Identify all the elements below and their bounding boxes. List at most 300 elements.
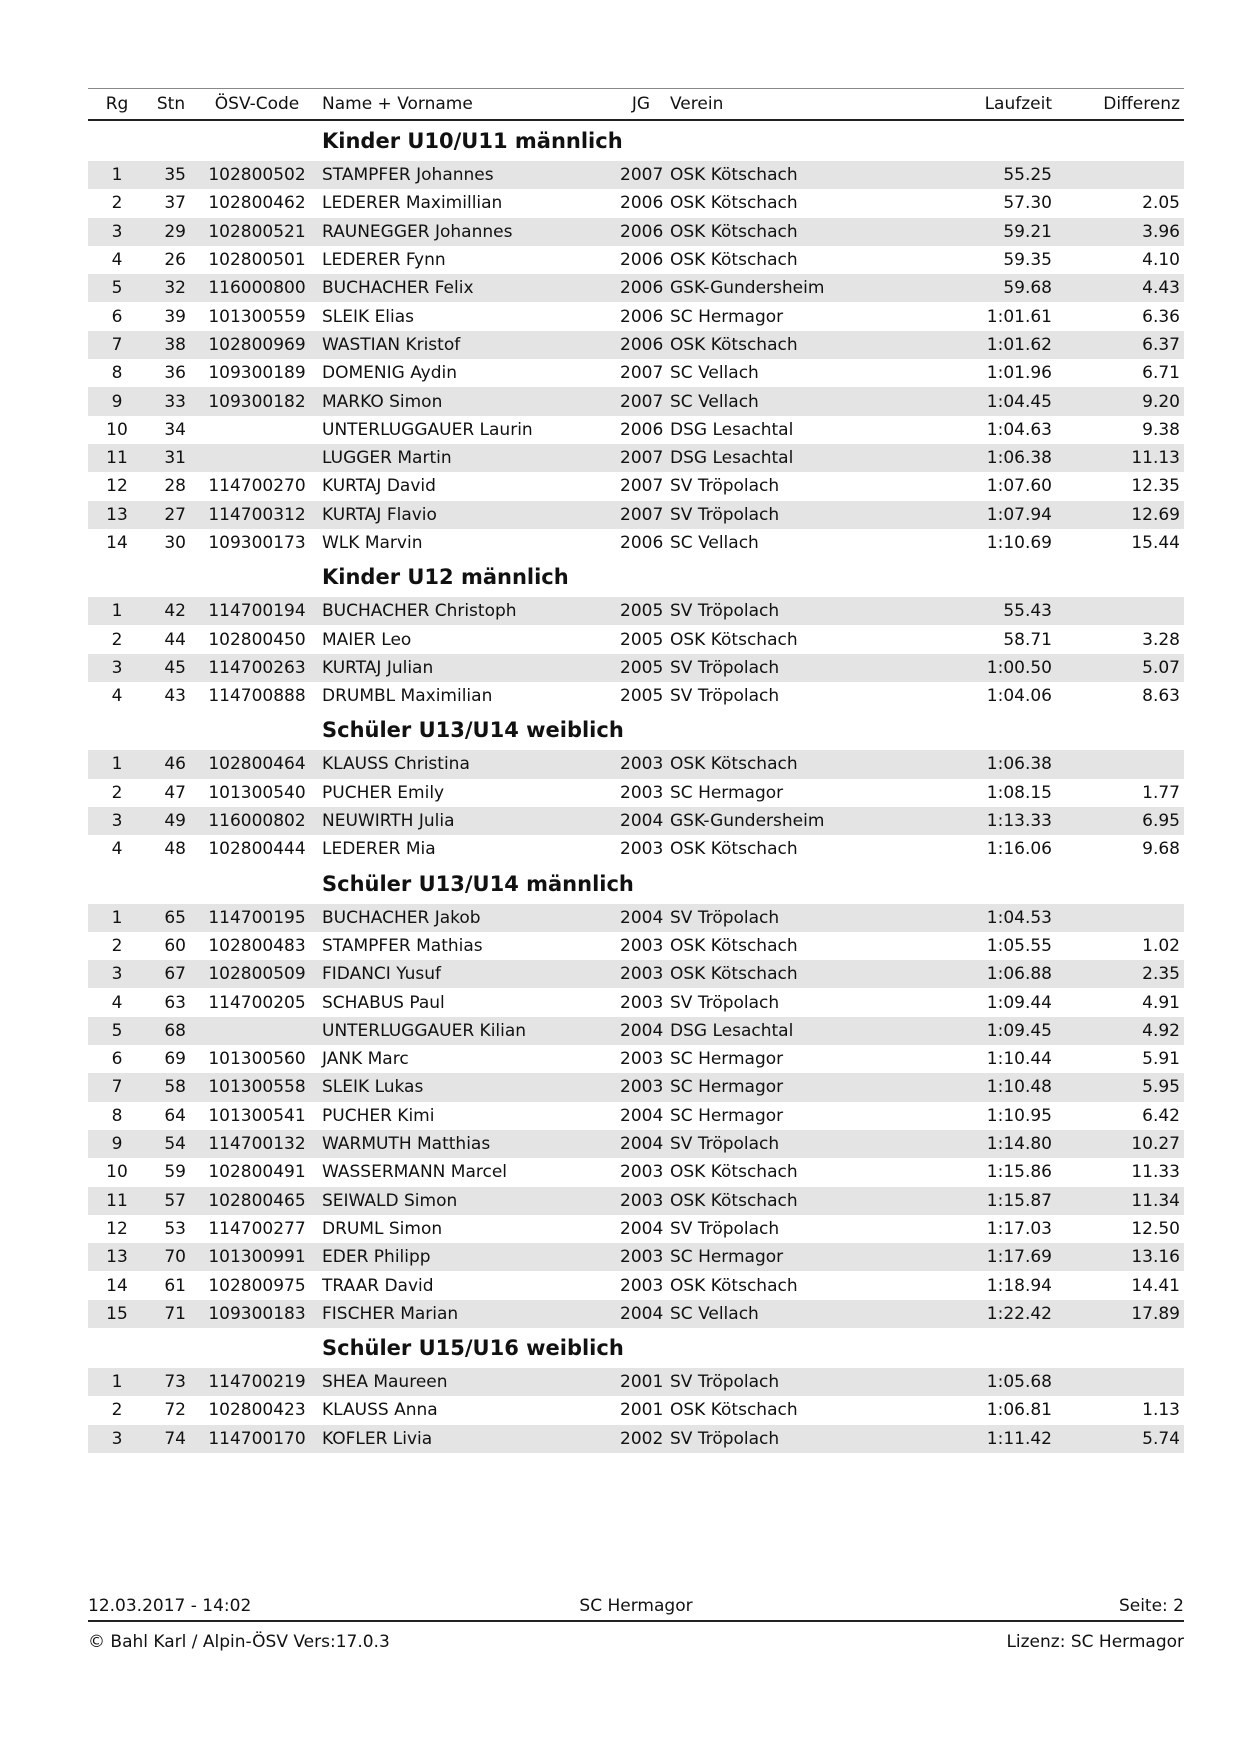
table-row	[88, 904, 1184, 932]
time-difference: 2.05	[1142, 193, 1180, 214]
rank: 4	[111, 839, 123, 860]
start-number: 29	[146, 218, 196, 246]
osv-code: 102800501	[208, 250, 306, 271]
time-difference	[1056, 1368, 1184, 1396]
section-title: Schüler U13/U14 weiblich	[322, 718, 624, 743]
birth-year: 2006	[616, 274, 666, 302]
club: SC Vellach	[666, 1300, 896, 1328]
run-time: 1:15.86	[986, 1162, 1052, 1183]
rank: 13	[88, 501, 146, 529]
birth-year: 2007	[616, 501, 666, 529]
rank: 2	[111, 935, 123, 956]
table-row	[88, 501, 1184, 529]
table-row	[88, 1073, 1184, 1101]
table-header	[88, 89, 1184, 121]
athlete-name: STAMPFER Johannes	[318, 161, 616, 189]
section-title: Kinder U10/U11 männlich	[322, 129, 623, 153]
club: OSK Kötschach	[670, 935, 798, 956]
table-row	[88, 1215, 1184, 1243]
run-time: 1:00.50	[896, 654, 1056, 682]
start-number: 43	[164, 686, 186, 707]
table-row	[88, 218, 1184, 246]
time-difference: 6.42	[1142, 1105, 1180, 1126]
athlete-name: MARKO Simon	[318, 387, 616, 415]
col-header-laufzeit: Laufzeit	[896, 89, 1056, 121]
rank: 2	[111, 1400, 123, 1421]
osv-code: 102800483	[208, 935, 306, 956]
osv-code: 114700270	[208, 476, 306, 497]
table-row	[88, 932, 1184, 960]
start-number: 64	[164, 1105, 186, 1126]
athlete-name: LEDERER Maximillian	[322, 193, 503, 214]
birth-year: 2004	[620, 1218, 664, 1239]
table-row	[88, 597, 1184, 625]
athlete-name: UNTERLUGGAUER Laurin	[322, 419, 533, 440]
table-row	[88, 1271, 1184, 1299]
rank: 1	[88, 904, 146, 932]
table-row	[88, 779, 1184, 807]
run-time: 1:10.69	[986, 533, 1052, 553]
run-time: 1:01.62	[896, 331, 1056, 359]
run-time: 1:17.03	[986, 1218, 1052, 1239]
run-time: 1:04.53	[896, 904, 1056, 932]
osv-code	[196, 416, 318, 444]
time-difference: 5.74	[1056, 1425, 1184, 1453]
time-difference: 6.36	[1142, 306, 1180, 327]
club: SC Hermagor	[666, 1073, 896, 1101]
run-time: 1:06.38	[896, 750, 1056, 778]
osv-code: 102800521	[196, 218, 318, 246]
athlete-name: KURTAJ David	[322, 476, 436, 497]
time-difference: 1.02	[1142, 935, 1180, 956]
table-row	[88, 1396, 1184, 1424]
osv-code: 114700194	[196, 597, 318, 625]
rank: 5	[88, 1017, 146, 1045]
club: OSK Kötschach	[670, 1400, 798, 1421]
birth-year: 2001	[616, 1368, 666, 1396]
birth-year: 2006	[616, 331, 666, 359]
club: OSK Kötschach	[666, 331, 896, 359]
run-time: 1:10.44	[986, 1049, 1052, 1070]
rank: 7	[88, 331, 146, 359]
athlete-name: MAIER Leo	[322, 629, 412, 650]
osv-code: 116000800	[196, 274, 318, 302]
run-time: 1:18.94	[986, 1275, 1052, 1296]
osv-code: 102800975	[208, 1275, 306, 1296]
club: SV Tröpolach	[666, 654, 896, 682]
start-number: 70	[146, 1243, 196, 1271]
run-time: 1:11.42	[896, 1425, 1056, 1453]
run-time: 59.68	[896, 274, 1056, 302]
start-number: 27	[146, 501, 196, 529]
rank: 2	[111, 193, 123, 214]
athlete-name: BUCHACHER Jakob	[318, 904, 616, 932]
rank: 12	[106, 1218, 128, 1239]
run-time: 1:04.63	[986, 419, 1052, 440]
table-row	[88, 416, 1184, 444]
athlete-name: SLEIK Elias	[322, 306, 415, 327]
run-time: 1:01.61	[986, 306, 1052, 327]
table-row	[88, 246, 1184, 274]
osv-code: 101300991	[196, 1243, 318, 1271]
osv-code: 114700263	[196, 654, 318, 682]
birth-year: 2007	[616, 161, 666, 189]
table-row	[88, 960, 1184, 988]
footer-datetime: 12.03.2017 - 14:02	[88, 1596, 252, 1616]
rank: 15	[88, 1300, 146, 1328]
col-header-osv-code: ÖSV-Code	[196, 89, 318, 121]
club: OSK Kötschach	[670, 250, 798, 271]
table-row	[88, 189, 1184, 217]
run-time: 1:06.81	[986, 1400, 1052, 1421]
col-header-stn: Stn	[146, 89, 196, 121]
results-table	[88, 88, 1184, 1453]
osv-code: 102800444	[208, 839, 306, 860]
athlete-name: DRUML Simon	[322, 1218, 443, 1239]
table-row	[88, 387, 1184, 415]
osv-code: 116000802	[196, 807, 318, 835]
start-number: 71	[146, 1300, 196, 1328]
time-difference: 5.95	[1056, 1073, 1184, 1101]
athlete-name: KLAUSS Christina	[318, 750, 616, 778]
run-time: 1:17.69	[896, 1243, 1056, 1271]
osv-code: 102800502	[196, 161, 318, 189]
time-difference: 5.91	[1142, 1049, 1180, 1070]
athlete-name: STAMPFER Mathias	[322, 935, 483, 956]
osv-code: 101300558	[196, 1073, 318, 1101]
athlete-name: RAUNEGGER Johannes	[318, 218, 616, 246]
section-heading-row	[88, 557, 1184, 597]
start-number: 74	[146, 1425, 196, 1453]
athlete-name: WLK Marvin	[322, 533, 423, 553]
birth-year: 2006	[620, 533, 664, 553]
run-time: 1:09.44	[986, 992, 1052, 1013]
time-difference: 4.43	[1056, 274, 1184, 302]
club: OSK Kötschach	[666, 960, 896, 988]
section-heading-row	[88, 1328, 1184, 1368]
run-time: 1:22.42	[896, 1300, 1056, 1328]
osv-code: 102800491	[208, 1162, 306, 1183]
birth-year: 2005	[620, 629, 664, 650]
athlete-name: UNTERLUGGAUER Kilian	[318, 1017, 616, 1045]
birth-year: 2003	[616, 750, 666, 778]
time-difference: 6.95	[1056, 807, 1184, 835]
start-number: 30	[164, 533, 186, 553]
rank: 12	[106, 476, 128, 497]
osv-code: 109300182	[196, 387, 318, 415]
rank: 13	[88, 1243, 146, 1271]
run-time: 1:15.87	[896, 1187, 1056, 1215]
time-difference: 12.69	[1056, 501, 1184, 529]
rank: 2	[111, 782, 123, 803]
table-row	[88, 274, 1184, 302]
rank: 6	[111, 306, 123, 327]
section-heading-row	[88, 864, 1184, 904]
footer-page-number: Seite: 2	[1118, 1596, 1184, 1616]
start-number: 31	[146, 444, 196, 472]
club: DSG Lesachtal	[666, 1017, 896, 1045]
footer-club: SC Hermagor	[579, 1596, 693, 1616]
club: SC Hermagor	[666, 1243, 896, 1271]
start-number: 38	[146, 331, 196, 359]
table-row	[88, 529, 1184, 557]
rank: 4	[111, 686, 123, 707]
run-time: 55.43	[896, 597, 1056, 625]
table-row	[88, 302, 1184, 330]
run-time: 1:04.06	[986, 686, 1052, 707]
club: SV Tröpolach	[666, 1368, 896, 1396]
rank: 11	[88, 1187, 146, 1215]
rank: 1	[88, 750, 146, 778]
birth-year: 2004	[616, 807, 666, 835]
birth-year: 2003	[620, 839, 664, 860]
run-time: 1:07.60	[986, 476, 1052, 497]
table-row	[88, 1017, 1184, 1045]
birth-year: 2003	[620, 782, 664, 803]
footer-license: Lizenz: SC Hermagor	[1006, 1632, 1184, 1652]
rank: 4	[111, 992, 123, 1013]
run-time: 1:10.48	[896, 1073, 1056, 1101]
birth-year: 2006	[620, 193, 664, 214]
table-row	[88, 654, 1184, 682]
start-number: 72	[164, 1400, 186, 1421]
birth-year: 2005	[620, 686, 664, 707]
osv-code: 114700170	[196, 1425, 318, 1453]
section-heading-row	[88, 710, 1184, 750]
club: OSK Kötschach	[670, 629, 798, 650]
club: SV Tröpolach	[666, 1130, 896, 1158]
club: SC Hermagor	[670, 1049, 784, 1070]
start-number: 53	[164, 1218, 186, 1239]
time-difference: 4.10	[1142, 250, 1180, 271]
osv-code: 114700195	[196, 904, 318, 932]
start-number: 61	[164, 1275, 186, 1296]
start-number: 48	[164, 839, 186, 860]
start-number: 65	[146, 904, 196, 932]
rank: 9	[88, 387, 146, 415]
start-number: 32	[146, 274, 196, 302]
time-difference: 10.27	[1056, 1130, 1184, 1158]
time-difference: 1.77	[1142, 782, 1180, 803]
birth-year: 2004	[616, 1300, 666, 1328]
start-number: 36	[164, 363, 186, 384]
rank: 3	[88, 1425, 146, 1453]
run-time: 1:05.55	[986, 935, 1052, 956]
osv-code: 109300173	[208, 533, 306, 553]
birth-year: 2003	[620, 935, 664, 956]
start-number: 37	[164, 193, 186, 214]
start-number: 57	[146, 1187, 196, 1215]
osv-code: 114700132	[196, 1130, 318, 1158]
birth-year: 2007	[616, 444, 666, 472]
table-row	[88, 835, 1184, 863]
club: GSK-Gundersheim	[666, 274, 896, 302]
osv-code: 114700888	[208, 686, 306, 707]
rank: 8	[111, 363, 123, 384]
section-spacer	[88, 864, 318, 904]
start-number: 49	[146, 807, 196, 835]
section-heading-row	[88, 120, 1184, 161]
run-time: 1:13.33	[896, 807, 1056, 835]
time-difference: 6.71	[1142, 363, 1180, 384]
time-difference: 6.37	[1056, 331, 1184, 359]
club: SV Tröpolach	[666, 501, 896, 529]
osv-code	[196, 1017, 318, 1045]
athlete-name: EDER Philipp	[318, 1243, 616, 1271]
section-spacer	[88, 1328, 318, 1368]
run-time: 59.35	[1003, 250, 1052, 271]
table-row	[88, 750, 1184, 778]
run-time: 1:09.45	[896, 1017, 1056, 1045]
table-row	[88, 331, 1184, 359]
start-number: 68	[146, 1017, 196, 1045]
rank: 11	[88, 444, 146, 472]
osv-code: 114700277	[208, 1218, 306, 1239]
club: DSG Lesachtal	[666, 444, 896, 472]
club: SC Hermagor	[670, 782, 784, 803]
time-difference: 1.13	[1142, 1400, 1180, 1421]
osv-code: 101300540	[208, 782, 306, 803]
run-time: 58.71	[1003, 629, 1052, 650]
time-difference: 14.41	[1131, 1275, 1180, 1296]
club: SC Vellach	[666, 387, 896, 415]
osv-code: 101300560	[208, 1049, 306, 1070]
table-row	[88, 1300, 1184, 1328]
osv-code: 114700312	[196, 501, 318, 529]
col-header-verein: Verein	[666, 89, 896, 121]
time-difference: 5.07	[1056, 654, 1184, 682]
athlete-name: KURTAJ Julian	[318, 654, 616, 682]
time-difference: 11.13	[1056, 444, 1184, 472]
club: SV Tröpolach	[666, 1425, 896, 1453]
athlete-name: FIDANCI Yusuf	[318, 960, 616, 988]
athlete-name: JANK Marc	[322, 1049, 409, 1070]
rank: 10	[106, 1162, 128, 1183]
osv-code: 114700205	[208, 992, 306, 1013]
time-difference	[1056, 904, 1184, 932]
run-time: 59.21	[896, 218, 1056, 246]
table-row	[88, 1130, 1184, 1158]
club: OSK Kötschach	[666, 1187, 896, 1215]
section-title: Schüler U13/U14 männlich	[322, 871, 634, 896]
athlete-name: FISCHER Marian	[318, 1300, 616, 1328]
table-row	[88, 807, 1184, 835]
time-difference: 17.89	[1056, 1300, 1184, 1328]
run-time: 1:10.95	[986, 1105, 1052, 1126]
birth-year: 2006	[616, 218, 666, 246]
time-difference	[1056, 750, 1184, 778]
athlete-name: SCHABUS Paul	[322, 992, 445, 1013]
club: SV Tröpolach	[666, 904, 896, 932]
table-row	[88, 1243, 1184, 1271]
start-number: 44	[164, 629, 186, 650]
athlete-name: SLEIK Lukas	[318, 1073, 616, 1101]
rank: 1	[88, 597, 146, 625]
athlete-name: LUGGER Martin	[318, 444, 616, 472]
run-time: 55.25	[896, 161, 1056, 189]
start-number: 73	[146, 1368, 196, 1396]
rank: 9	[88, 1130, 146, 1158]
birth-year: 2004	[620, 1105, 664, 1126]
rank: 10	[106, 419, 128, 440]
run-time: 1:14.80	[896, 1130, 1056, 1158]
osv-code: 102800462	[208, 193, 306, 214]
rank: 1	[88, 1368, 146, 1396]
birth-year: 2007	[620, 363, 664, 384]
start-number: 67	[146, 960, 196, 988]
start-number: 34	[164, 419, 186, 440]
time-difference: 3.96	[1056, 218, 1184, 246]
run-time: 1:16.06	[986, 839, 1052, 860]
run-time: 57.30	[1003, 193, 1052, 214]
birth-year: 2006	[620, 306, 664, 327]
athlete-name: PUCHER Kimi	[322, 1105, 435, 1126]
athlete-name: WASSERMANN Marcel	[322, 1162, 508, 1183]
table-row	[88, 1368, 1184, 1396]
section-spacer	[88, 120, 318, 161]
time-difference: 15.44	[1131, 533, 1180, 553]
section-spacer	[88, 557, 318, 597]
run-time: 1:06.38	[896, 444, 1056, 472]
header-row	[88, 89, 1184, 121]
athlete-name: SEIWALD Simon	[318, 1187, 616, 1215]
birth-year: 2003	[616, 960, 666, 988]
club: GSK-Gundersheim	[666, 807, 896, 835]
club: SC Vellach	[670, 533, 759, 553]
rank: 3	[88, 807, 146, 835]
time-difference: 11.34	[1056, 1187, 1184, 1215]
run-time: 1:07.94	[896, 501, 1056, 529]
athlete-name: DRUMBL Maximilian	[322, 686, 493, 707]
club: SV Tröpolach	[670, 686, 780, 707]
osv-code: 102800450	[208, 629, 306, 650]
birth-year: 2006	[620, 419, 664, 440]
club: SV Tröpolach	[670, 1218, 780, 1239]
athlete-name: DOMENIG Aydin	[322, 363, 458, 384]
birth-year: 2006	[620, 250, 664, 271]
section-title: Schüler U15/U16 weiblich	[322, 1335, 624, 1360]
time-difference: 12.50	[1131, 1218, 1180, 1239]
table-row	[88, 682, 1184, 710]
start-number: 46	[146, 750, 196, 778]
athlete-name: BUCHACHER Felix	[318, 274, 616, 302]
start-number: 45	[146, 654, 196, 682]
start-number: 39	[164, 306, 186, 327]
rank: 3	[88, 654, 146, 682]
rank: 4	[111, 250, 123, 271]
rank: 5	[88, 274, 146, 302]
rank: 8	[111, 1105, 123, 1126]
birth-year: 2003	[616, 1243, 666, 1271]
start-number: 69	[164, 1049, 186, 1070]
birth-year: 2007	[620, 476, 664, 497]
birth-year: 2002	[616, 1425, 666, 1453]
results-body	[88, 120, 1184, 1453]
time-difference: 8.63	[1142, 686, 1180, 707]
osv-code: 109300189	[208, 363, 306, 384]
col-header-differenz: Differenz	[1056, 89, 1184, 121]
table-row	[88, 625, 1184, 653]
athlete-name: BUCHACHER Christoph	[318, 597, 616, 625]
rank: 14	[106, 1275, 128, 1296]
time-difference	[1056, 161, 1184, 189]
athlete-name: PUCHER Emily	[322, 782, 445, 803]
club: SC Hermagor	[670, 306, 784, 327]
athlete-name: KOFLER Livia	[318, 1425, 616, 1453]
osv-code: 102800465	[196, 1187, 318, 1215]
osv-code: 109300183	[196, 1300, 318, 1328]
rank: 1	[88, 161, 146, 189]
